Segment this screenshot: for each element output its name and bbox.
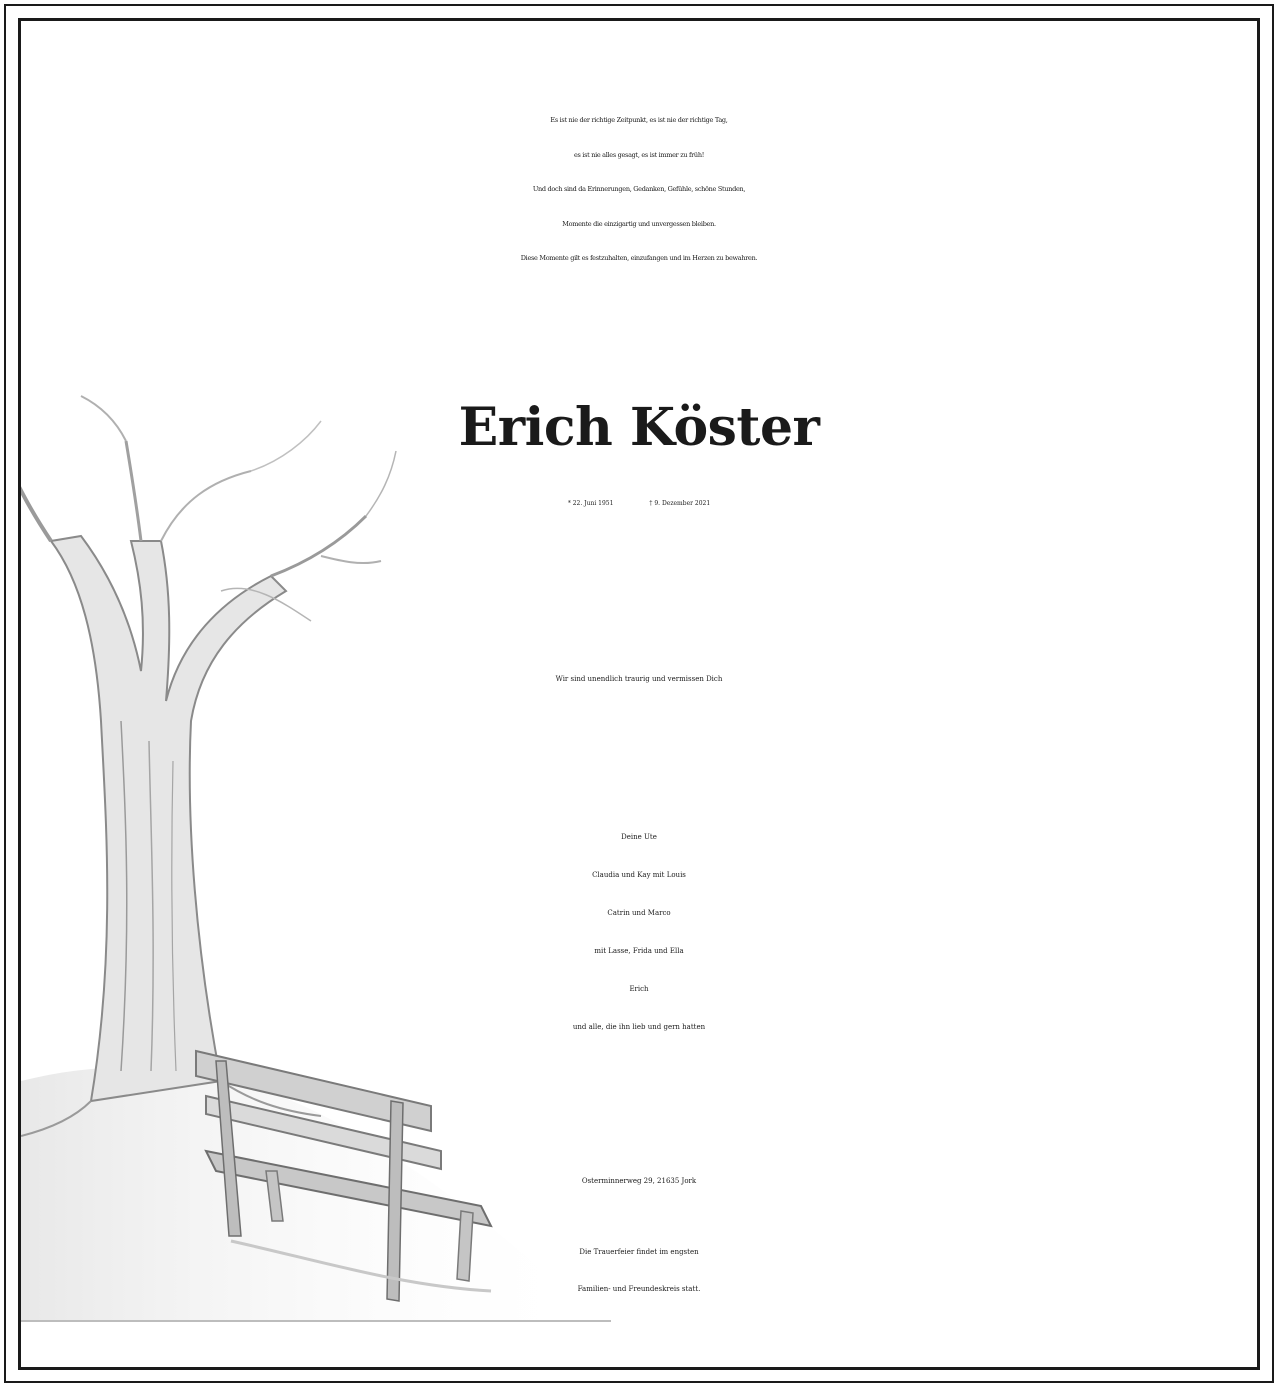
funeral-notice-line: Die Trauerfeier findet im engsten xyxy=(579,1248,699,1256)
poem-line: Und doch sind da Erinnerungen, Gedanken, Gefühle, schöne Stunden, xyxy=(532,185,746,193)
mourners-list xyxy=(21,818,1257,1046)
mourning-address: Osterminnerweg 29, 21635 Jork xyxy=(581,1177,697,1185)
deceased-name: Erich Köster xyxy=(458,397,820,458)
funeral-notice-line: Familien- und Freundeskreis statt. xyxy=(577,1285,701,1293)
poem-line: es ist nie alles gesagt, es ist immer zu früh! xyxy=(573,150,705,159)
mourner-line: mit Lasse, Frida und Ella xyxy=(594,947,684,955)
birth-date: * 22. Juni 1951 xyxy=(567,500,614,507)
funeral-notice xyxy=(21,1234,1257,1308)
death-date: † 9. Dezember 2021 xyxy=(649,500,711,507)
mourner-line: und alle, die ihn lieb und gern hatten xyxy=(572,1023,706,1031)
poem-line: Es ist nie der richtige Zeitpunkt, es ist nie der richtige Tag, xyxy=(550,116,728,124)
poem-line: Diese Momente gilt es festzuhalten, einzufangen und im Herzen zu bewahren. xyxy=(520,254,758,262)
mourner-line: Claudia und Kay mit Louis xyxy=(592,871,686,879)
obituary-card xyxy=(18,18,1260,1370)
mourner-line: Catrin und Marco xyxy=(607,909,671,917)
mourner-line: Erich xyxy=(629,985,649,993)
obituary-text xyxy=(21,21,1260,1370)
mourner-line: Deine Ute xyxy=(621,833,657,841)
life-dates xyxy=(21,487,1257,521)
poem-line: Momente die einzigartig und unvergessen bleiben. xyxy=(562,219,716,228)
grief-message: Wir sind unendlich traurig und vermissen Dich xyxy=(555,675,723,683)
poem xyxy=(21,103,1257,276)
